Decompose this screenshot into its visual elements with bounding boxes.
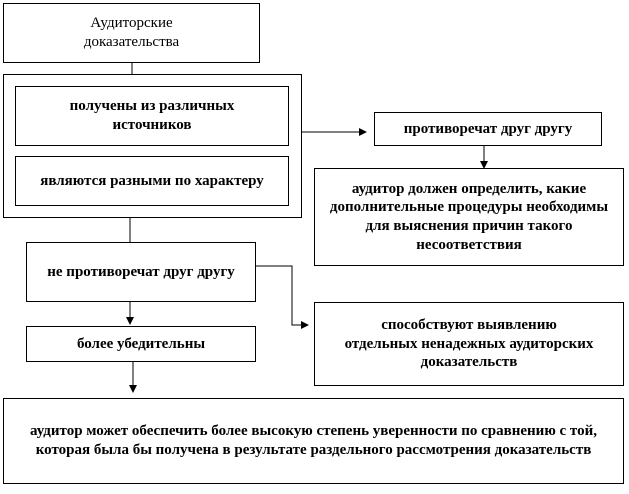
audit-evidence-box — [3, 3, 260, 63]
arrow-noncontradict-to-detect — [256, 266, 308, 325]
auditor-must-determine-label: аудитор должен определить, какие дополнительные процедуры необходимы для выяснения причин такого несоответствия — [329, 180, 609, 253]
different-in-nature-box — [15, 156, 289, 206]
contradict-box — [374, 112, 602, 146]
obtained-from-sources-label: получены из различных источников — [69, 98, 235, 133]
do-not-contradict-box — [26, 242, 256, 302]
help-detect-box — [314, 302, 624, 386]
contradict-label: противоречат друг другу — [403, 120, 573, 137]
do-not-contradict-label: не противоречат друг другу — [47, 263, 235, 280]
auditor-must-determine-box — [314, 168, 624, 266]
more-convincing-label: более убедительны — [76, 335, 206, 352]
different-in-nature-label: являются разными по характеру — [40, 172, 264, 189]
audit-evidence-label: Аудиторские доказательства — [83, 15, 180, 50]
obtained-from-sources-box — [15, 86, 289, 146]
help-detect-label: способствуют выявлению отдельных ненадежных аудиторских доказательств — [344, 316, 594, 371]
higher-assurance-box — [3, 398, 624, 484]
more-convincing-box — [26, 326, 256, 362]
higher-assurance-label: аудитор может обеспечить более высокую степень уверенности по сравнению с той, которая была бы получена в результате раздельного рассмотрения доказательств — [30, 423, 597, 458]
